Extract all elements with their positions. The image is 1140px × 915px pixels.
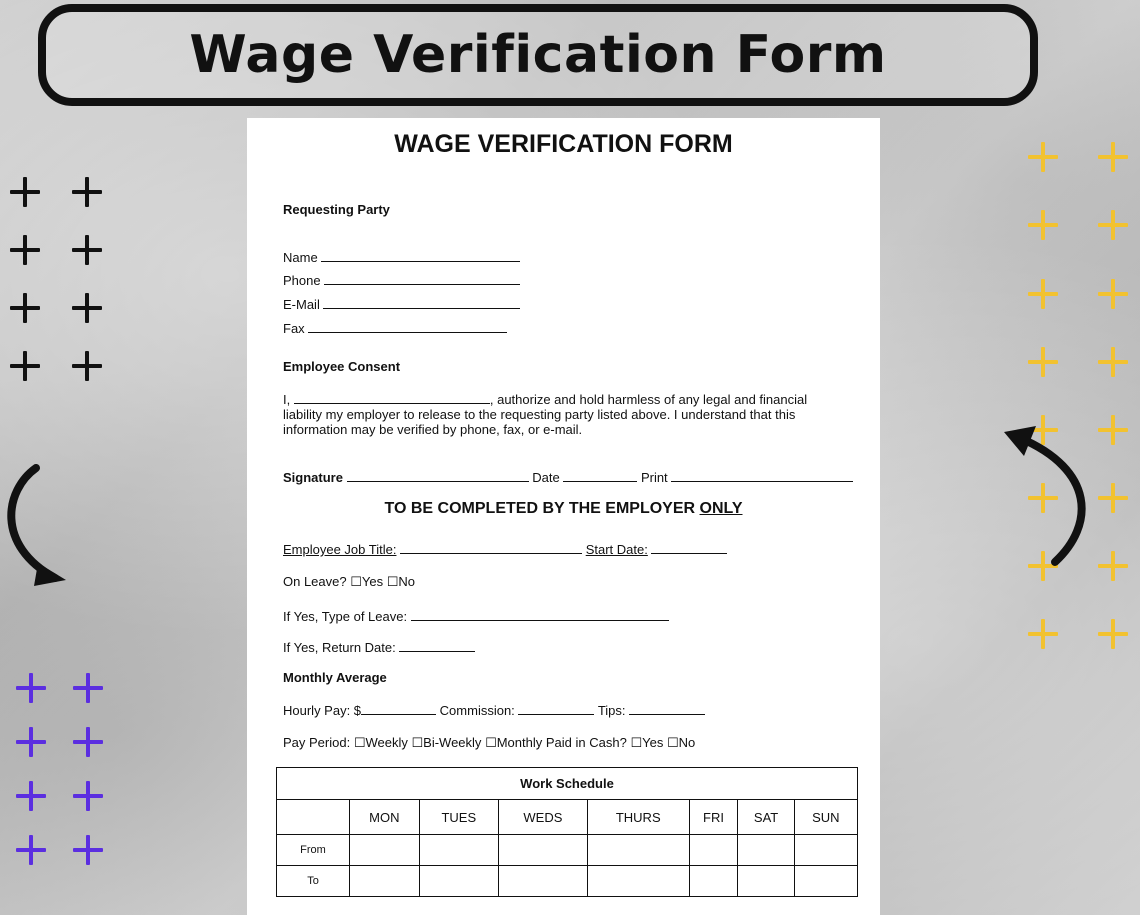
plus-icon xyxy=(72,293,102,323)
to-label: To xyxy=(277,866,350,897)
schedule-cell[interactable] xyxy=(738,866,794,897)
schedule-cell[interactable] xyxy=(498,835,587,866)
schedule-cell[interactable] xyxy=(738,835,794,866)
name-label: Name xyxy=(283,250,318,265)
plus-icon xyxy=(1098,551,1128,581)
from-label: From xyxy=(277,835,350,866)
phone-blank[interactable] xyxy=(324,272,520,285)
schedule-to-row xyxy=(277,866,858,897)
schedule-cell[interactable] xyxy=(350,835,420,866)
plus-icon xyxy=(1098,415,1128,445)
plus-icon xyxy=(10,293,40,323)
plus-icon xyxy=(1098,210,1128,240)
consent-line1: , authorize and hold harmless of any legal and financial xyxy=(489,392,808,407)
consent-name-blank[interactable] xyxy=(294,391,490,404)
start-date-label: Start Date: xyxy=(585,542,648,557)
return-date-label: If Yes, Return Date: xyxy=(283,640,396,655)
employer-title-only: ONLY xyxy=(699,500,743,517)
name-blank[interactable] xyxy=(321,249,520,262)
day-header: SUN xyxy=(794,800,857,835)
on-leave-row xyxy=(283,574,415,590)
signature-blank[interactable] xyxy=(347,469,529,482)
day-header: WEDS xyxy=(498,800,587,835)
curved-arrow-up-icon xyxy=(1000,420,1100,570)
hourly-pay-label: Hourly Pay: $ xyxy=(283,703,362,718)
tips-blank[interactable] xyxy=(629,702,705,715)
plus-icon xyxy=(1098,142,1128,172)
schedule-cell[interactable] xyxy=(350,866,420,897)
paid-cash-no-label: No xyxy=(678,735,696,750)
plus-icon xyxy=(1098,347,1128,377)
plus-icon xyxy=(73,781,103,811)
form-page xyxy=(247,118,880,915)
employer-section-title xyxy=(247,500,880,518)
banner xyxy=(38,4,1038,106)
commission-blank[interactable] xyxy=(518,702,594,715)
signature-label: Signature xyxy=(283,470,343,485)
curved-arrow-down-icon xyxy=(0,460,80,590)
start-date-blank[interactable] xyxy=(651,541,727,554)
job-title-blank[interactable] xyxy=(400,541,582,554)
plus-icon xyxy=(1028,210,1058,240)
plus-icon xyxy=(1028,347,1058,377)
form-title: WAGE VERIFICATION FORM xyxy=(394,130,733,158)
banner-title: Wage Verification Form xyxy=(189,25,887,85)
schedule-cell[interactable] xyxy=(587,835,689,866)
leave-type-row xyxy=(283,608,669,624)
fax-blank[interactable] xyxy=(308,320,507,333)
job-title-label: Employee Job Title: xyxy=(283,542,397,557)
pay-period-row xyxy=(283,735,695,751)
print-label: Print xyxy=(640,470,668,485)
phone-field[interactable] xyxy=(283,272,520,288)
plus-icon xyxy=(10,351,40,381)
plus-icon xyxy=(72,235,102,265)
paid-cash-label: Paid in Cash? xyxy=(545,735,627,750)
date-blank[interactable] xyxy=(563,469,637,482)
biweekly-label: Bi-Weekly xyxy=(423,735,482,750)
leave-type-blank[interactable] xyxy=(411,608,669,621)
plus-icon xyxy=(10,177,40,207)
employer-title-text: TO BE COMPLETED BY THE EMPLOYER xyxy=(384,500,696,517)
fax-field[interactable] xyxy=(283,320,507,336)
schedule-days-row xyxy=(277,800,858,835)
plus-icon xyxy=(73,673,103,703)
weekly-checkbox[interactable]: ☐ xyxy=(353,736,366,751)
pay-period-label: Pay Period: xyxy=(283,735,351,750)
monthly-average-heading: Monthly Average xyxy=(283,670,387,685)
plus-icon xyxy=(10,235,40,265)
work-schedule-table xyxy=(276,767,858,897)
on-leave-yes-label: Yes xyxy=(361,574,384,589)
work-schedule-title: Work Schedule xyxy=(277,768,858,800)
plus-icon xyxy=(1098,279,1128,309)
signature-row xyxy=(283,469,853,485)
consent-line3: information may be verified by phone, fax, or e-mail. xyxy=(283,422,583,437)
day-header: THURS xyxy=(587,800,689,835)
plus-icon xyxy=(1028,279,1058,309)
plus-icon xyxy=(73,727,103,757)
paid-cash-yes-label: Yes xyxy=(642,735,664,750)
email-blank[interactable] xyxy=(323,296,520,309)
schedule-cell[interactable] xyxy=(794,866,857,897)
leave-type-label: If Yes, Type of Leave: xyxy=(283,609,408,624)
schedule-corner-cell xyxy=(277,800,350,835)
email-label: E-Mail xyxy=(283,297,320,312)
day-header: TUES xyxy=(419,800,498,835)
schedule-cell[interactable] xyxy=(498,866,587,897)
schedule-cell[interactable] xyxy=(689,866,738,897)
phone-label: Phone xyxy=(283,273,321,288)
consent-prefix: I, xyxy=(283,392,291,407)
schedule-from-row xyxy=(277,835,858,866)
biweekly-checkbox[interactable]: ☐ xyxy=(411,736,424,751)
schedule-header-row xyxy=(277,768,858,800)
return-date-blank[interactable] xyxy=(399,639,475,652)
employee-consent-heading: Employee Consent xyxy=(283,359,401,374)
fax-label: Fax xyxy=(283,321,305,336)
monthly-label: Monthly xyxy=(496,735,543,750)
schedule-cell[interactable] xyxy=(689,835,738,866)
schedule-cell[interactable] xyxy=(794,835,857,866)
pay-row xyxy=(283,702,705,718)
hourly-pay-blank[interactable] xyxy=(361,702,436,715)
return-date-row xyxy=(283,639,475,655)
tips-label: Tips: xyxy=(597,703,626,718)
plus-icon xyxy=(16,727,46,757)
job-title-row xyxy=(283,541,727,557)
day-header: MON xyxy=(350,800,420,835)
paid-cash-yes-checkbox[interactable]: ☐ xyxy=(630,736,643,751)
plus-icon xyxy=(16,673,46,703)
name-field[interactable] xyxy=(283,249,520,265)
schedule-cell[interactable] xyxy=(419,866,498,897)
weekly-label: Weekly xyxy=(365,735,408,750)
day-header: SAT xyxy=(738,800,794,835)
paid-cash-no-checkbox[interactable]: ☐ xyxy=(666,736,679,751)
consent-line2: liability my employer to release to the requesting party listed above. I understand that this xyxy=(283,407,796,422)
monthly-checkbox[interactable]: ☐ xyxy=(485,736,497,751)
on-leave-no-label: No xyxy=(398,574,416,589)
consent-paragraph xyxy=(283,391,843,437)
on-leave-no-checkbox[interactable]: ☐ xyxy=(386,575,399,590)
requesting-party-heading: Requesting Party xyxy=(283,202,390,217)
on-leave-label: On Leave? xyxy=(283,574,347,589)
print-blank[interactable] xyxy=(671,469,853,482)
plus-icon xyxy=(16,781,46,811)
day-header: FRI xyxy=(689,800,738,835)
schedule-cell[interactable] xyxy=(419,835,498,866)
on-leave-yes-checkbox[interactable]: ☐ xyxy=(350,575,362,590)
plus-icon xyxy=(72,177,102,207)
schedule-cell[interactable] xyxy=(587,866,689,897)
commission-label: Commission: xyxy=(439,703,515,718)
plus-icon xyxy=(16,835,46,865)
email-field[interactable] xyxy=(283,296,520,312)
plus-icon xyxy=(1028,142,1062,176)
plus-icon xyxy=(72,351,102,381)
date-label: Date xyxy=(532,470,560,485)
plus-icon xyxy=(1028,619,1058,649)
plus-icon xyxy=(73,835,103,865)
plus-icon xyxy=(1098,483,1128,513)
plus-icon xyxy=(1098,619,1128,649)
